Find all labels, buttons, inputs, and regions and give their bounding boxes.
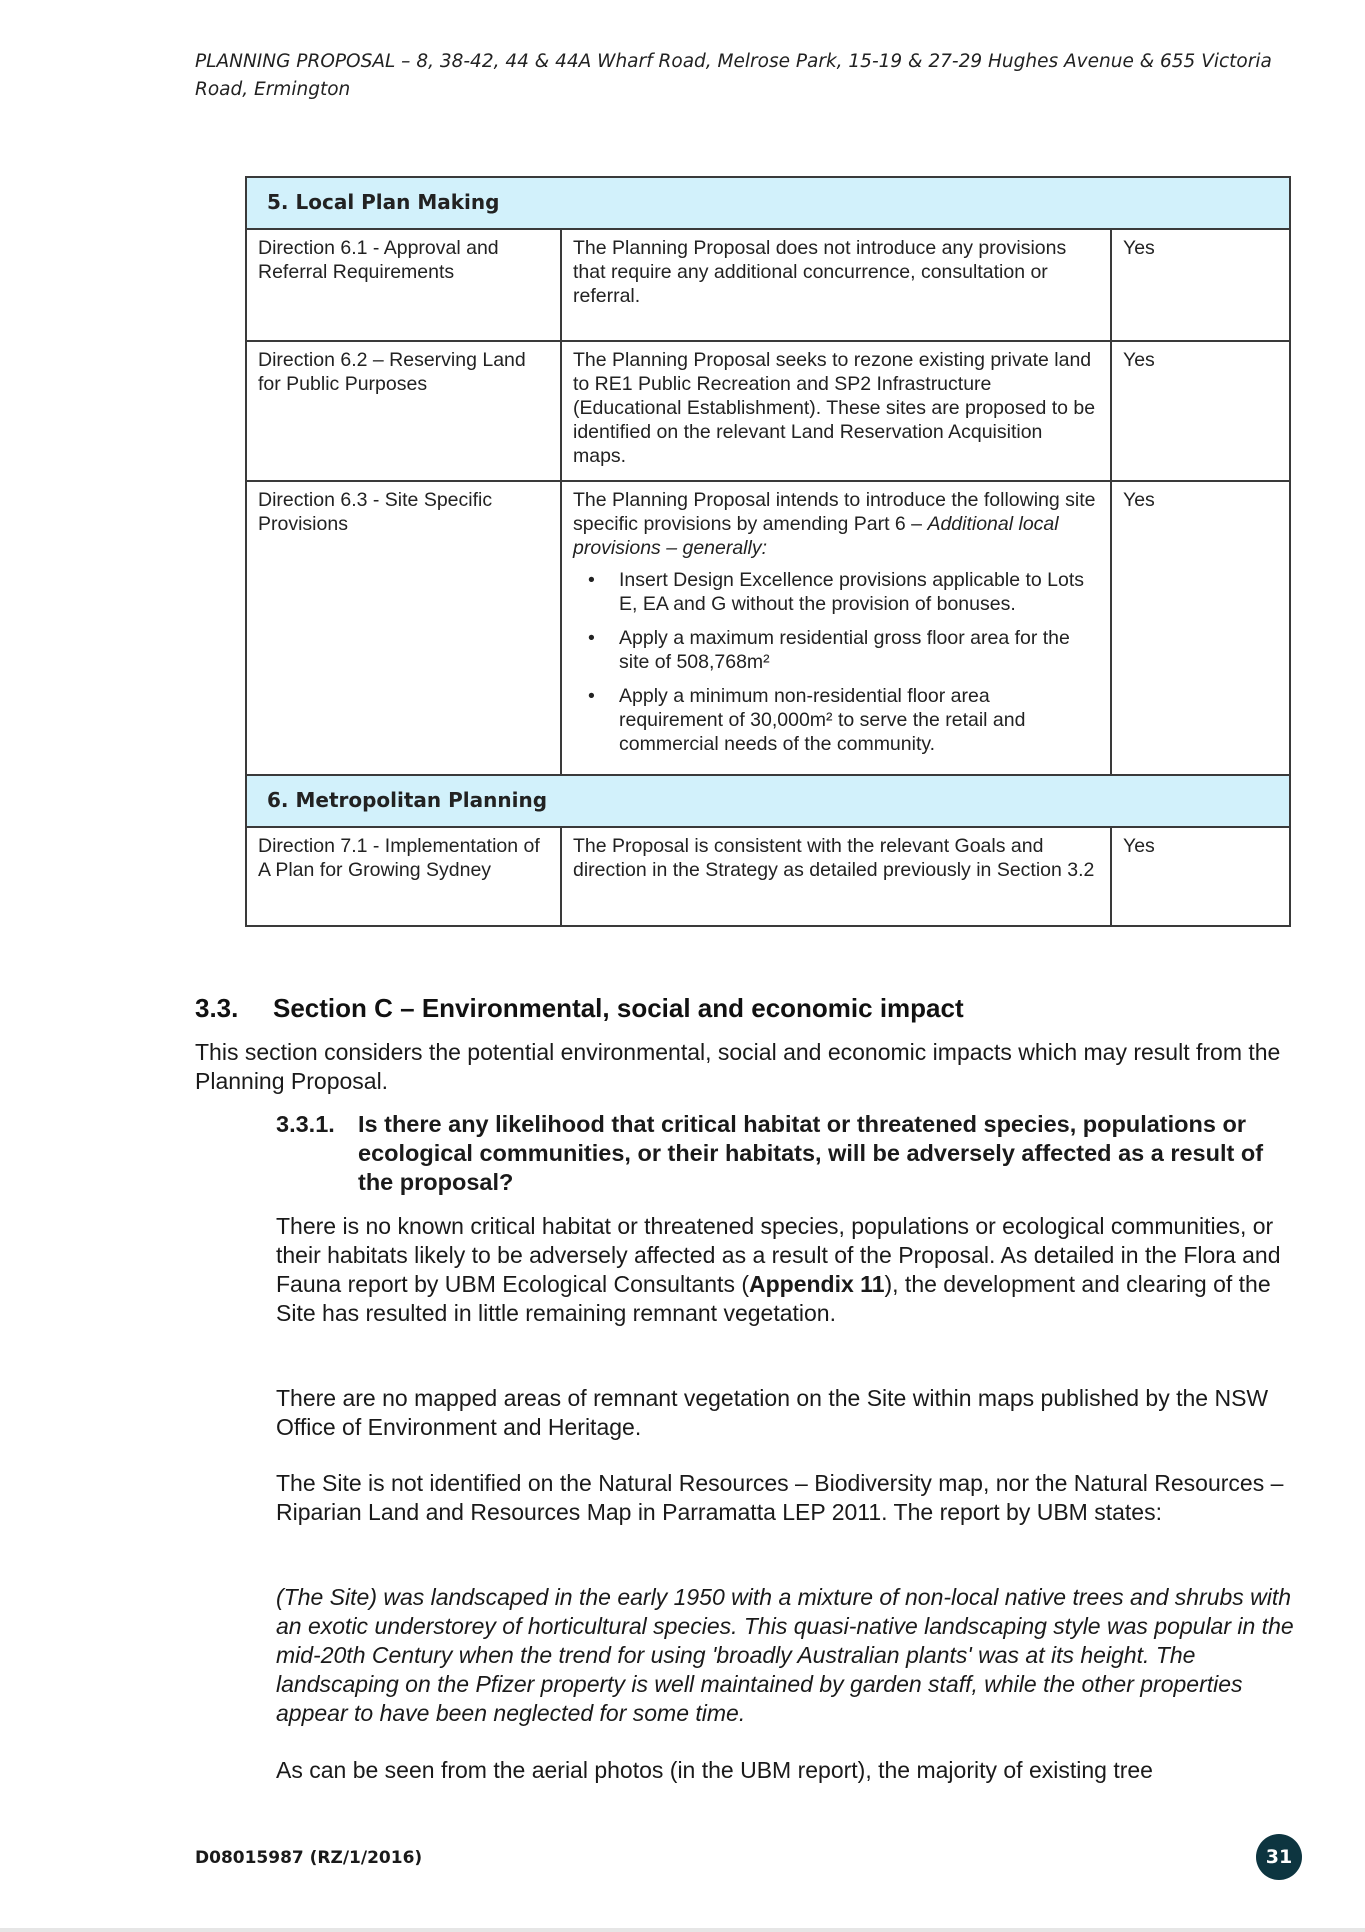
detail-italic: Additional local provisions – generally:: [573, 513, 1059, 559]
detail-cell: The Planning Proposal does not introduce any provisions that require any additional concurrence, consultation or referral.: [561, 229, 1111, 341]
paragraph-text: ), the development and clearing of the Site has resulted in little remaining remnant vegetation.: [276, 1271, 1271, 1326]
section-title: Section C – Environmental, social and economic impact: [273, 993, 964, 1023]
detail-cell: The Proposal is consistent with the relevant Goals and direction in the Strategy as detailed previously in Section 3.2: [561, 827, 1111, 926]
section-intro: This section considers the potential environmental, social and economic impacts which may result from the Planning Proposal.: [195, 1039, 1281, 1094]
table-row: [246, 229, 1290, 341]
page-number-badge: 31: [1256, 1834, 1302, 1880]
paragraph: The Site is not identified on the Natural Resources – Biodiversity map, nor the Natural Resources – Riparian Land and Resources Map in Parramatta LEP 2011. The report by UBM states:: [276, 1470, 1284, 1525]
paragraph-text: There is no known critical habitat or threatened species, populations or ecological communities, or their habitats likely to be adversely affected as a result of the Proposal. As detailed in the Flora and Fauna report by UBM Ecological Consultants (: [276, 1213, 1281, 1297]
consistent-cell: Yes: [1111, 827, 1290, 926]
paragraph: [276, 1212, 1296, 1328]
provisions-list: [573, 568, 1099, 756]
list-item: • Apply a minimum non-residential floor area requirement of 30,000m² to serve the retail and commercial needs of the community.: [619, 684, 1099, 756]
table-section-header: [246, 177, 1290, 229]
consistent-cell: Yes: [1111, 481, 1290, 775]
section-title-metropolitan-planning: 6. Metropolitan Planning: [246, 775, 1290, 827]
appendix-reference: Appendix 11: [749, 1271, 885, 1297]
section-heading: [195, 992, 964, 1024]
direction-cell: Direction 7.1 - Implementation of A Plan for Growing Sydney: [246, 827, 561, 926]
paragraph: There are no mapped areas of remnant vegetation on the Site within maps published by the NSW Office of Environment and Heritage.: [276, 1385, 1269, 1440]
page-bottom-divider: [0, 1928, 1365, 1932]
table-row: [246, 481, 1290, 775]
section-number: 3.3.: [195, 993, 239, 1023]
subsection-heading: [276, 1110, 1296, 1197]
section-title-local-plan-making: 5. Local Plan Making: [246, 177, 1290, 229]
paragraph: As can be seen from the aerial photos (in the UBM report), the majority of existing tree: [276, 1757, 1153, 1783]
document-id: D08015987 (RZ/1/2016): [195, 1848, 423, 1868]
consistent-cell: Yes: [1111, 229, 1290, 341]
detail-intro: The Planning Proposal intends to introduce the following site specific provisions by amending Part 6 –: [573, 489, 1096, 535]
subsection-title: Is there any likelihood that critical habitat or threatened species, populations or ecological communities, or their habitats, will be adversely affected as a result of the proposal?: [358, 1111, 1264, 1195]
subsection-number: 3.3.1.: [276, 1111, 335, 1137]
table-section-header: [246, 775, 1290, 827]
table-row: [246, 341, 1290, 481]
direction-cell: Direction 6.1 - Approval and Referral Requirements: [246, 229, 561, 341]
list-item: • Apply a maximum residential gross floor area for the site of 508,768m²: [619, 626, 1099, 674]
list-item: • Insert Design Excellence provisions applicable to Lots E, EA and G without the provision of bonuses.: [619, 568, 1099, 616]
block-quote: (The Site) was landscaped in the early 1950 with a mixture of non-local native trees and shrubs with an exotic understorey of horticultural species. This quasi-native landscaping style was popular in the mid-20th Century when the trend for using 'broadly Australian plants' was at its height. The landscaping on the Pfizer property is well maintained by garden staff, while the other properties appear to have been neglected for some time.: [276, 1584, 1294, 1726]
detail-cell: [561, 481, 1111, 775]
direction-cell: Direction 6.3 - Site Specific Provisions: [246, 481, 561, 775]
direction-cell: Direction 6.2 – Reserving Land for Public Purposes: [246, 341, 561, 481]
detail-cell: The Planning Proposal seeks to rezone existing private land to RE1 Public Recreation and SP2 Infrastructure (Educational Establishment). These sites are proposed to be identified on the relevant Land Reservation Acquisition maps.: [561, 341, 1111, 481]
table-row: [246, 827, 1290, 926]
consistency-table: [245, 176, 1291, 927]
consistent-cell: Yes: [1111, 341, 1290, 481]
running-header: PLANNING PROPOSAL – 8, 38-42, 44 & 44A Wharf Road, Melrose Park, 15-19 & 27-29 Hughes Avenue & 655 Victoria Road, Ermington: [195, 51, 1272, 100]
